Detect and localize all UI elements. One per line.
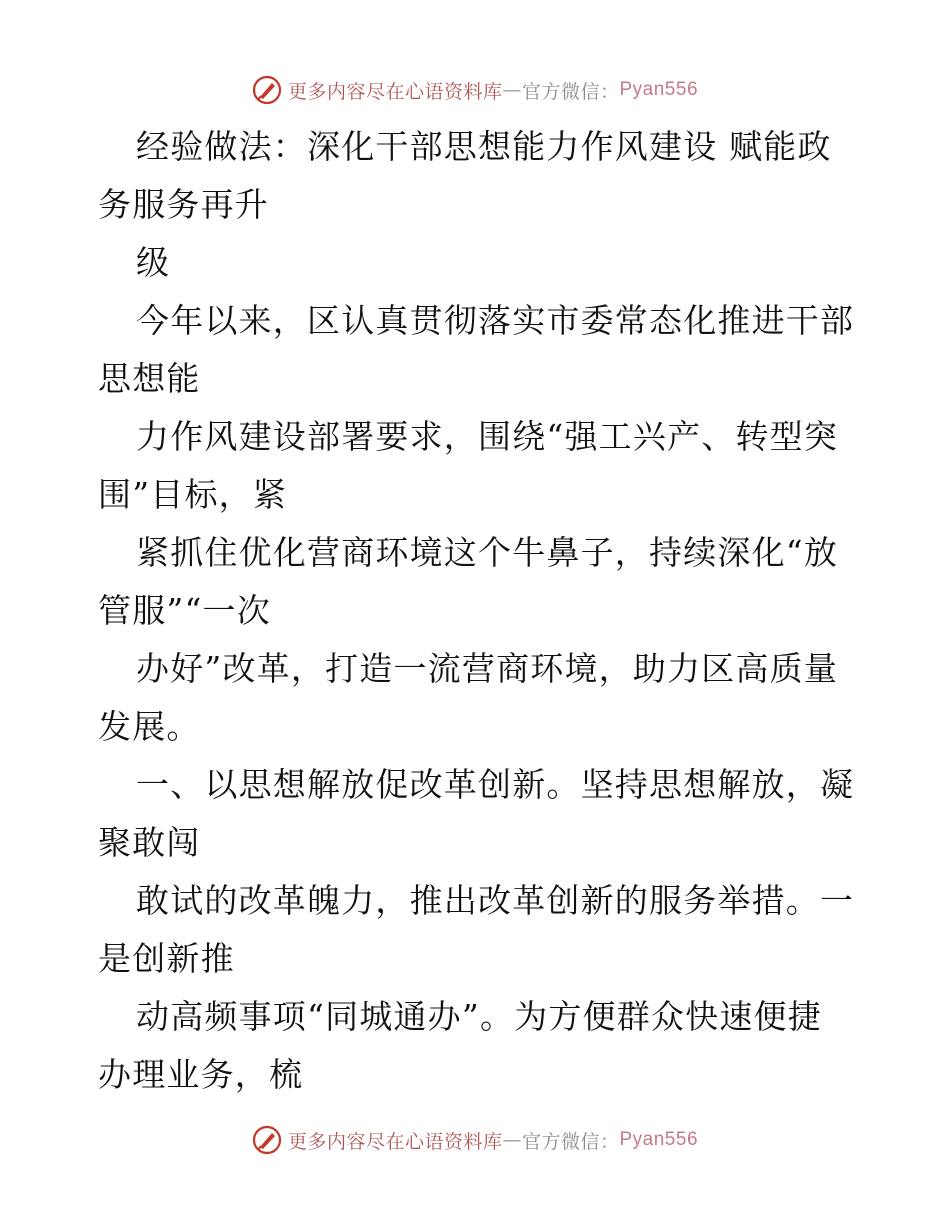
text-line: 聚敢闯 xyxy=(98,823,201,862)
watermark-site-text: 更多内容尽在心语资料库 xyxy=(287,80,503,103)
text-line: 力作风建设部署要求，围绕“强工兴产、转型突 xyxy=(136,417,839,456)
watermark-separator: — xyxy=(502,79,522,101)
quill-pen-icon xyxy=(252,75,282,105)
text-line: 紧抓住优化营商环境这个牛鼻子，持续深化“放 xyxy=(136,533,839,572)
text-line: 经验做法：深化干部思想能力作风建设 赋能政 xyxy=(136,127,832,166)
text-line: 务服务再升 xyxy=(98,185,269,224)
text-line: 办理业务，梳 xyxy=(98,1055,304,1094)
text-line: 今年以来，区认真贯彻落实市委常态化推进干部 xyxy=(136,301,855,340)
text-line: 动高频事项“同城通办”。为方便群众快速便捷 xyxy=(136,997,822,1036)
quill-pen-icon xyxy=(252,1125,282,1155)
watermark-separator: — xyxy=(502,1129,522,1151)
text-line: 级 xyxy=(136,243,171,282)
watermark-wechat-label: 官方微信： xyxy=(521,80,620,103)
text-line: 敢试的改革魄力，推出改革创新的服务举措。一 xyxy=(136,881,855,920)
text-line: 办好”改革，打造一流营商环境，助力区高质量 xyxy=(136,649,839,688)
text-line: 一、以思想解放促改革创新。坚持思想解放，凝 xyxy=(136,765,855,804)
watermark-wechat-id: Pyan556 xyxy=(619,1129,699,1150)
header-watermark xyxy=(0,70,950,110)
document-body xyxy=(98,118,858,1104)
watermark-site-text: 更多内容尽在心语资料库 xyxy=(287,1130,503,1153)
text-line: 围”目标，紧 xyxy=(98,475,288,514)
text-line: 是创新推 xyxy=(98,939,235,978)
watermark-wechat-id: Pyan556 xyxy=(619,79,699,100)
text-line: 思想能 xyxy=(98,359,201,398)
text-line: 发展。 xyxy=(98,707,201,746)
watermark-wechat-label: 官方微信： xyxy=(521,1130,620,1153)
footer-watermark xyxy=(0,1120,950,1160)
text-line: 管服”“一次 xyxy=(98,591,271,630)
